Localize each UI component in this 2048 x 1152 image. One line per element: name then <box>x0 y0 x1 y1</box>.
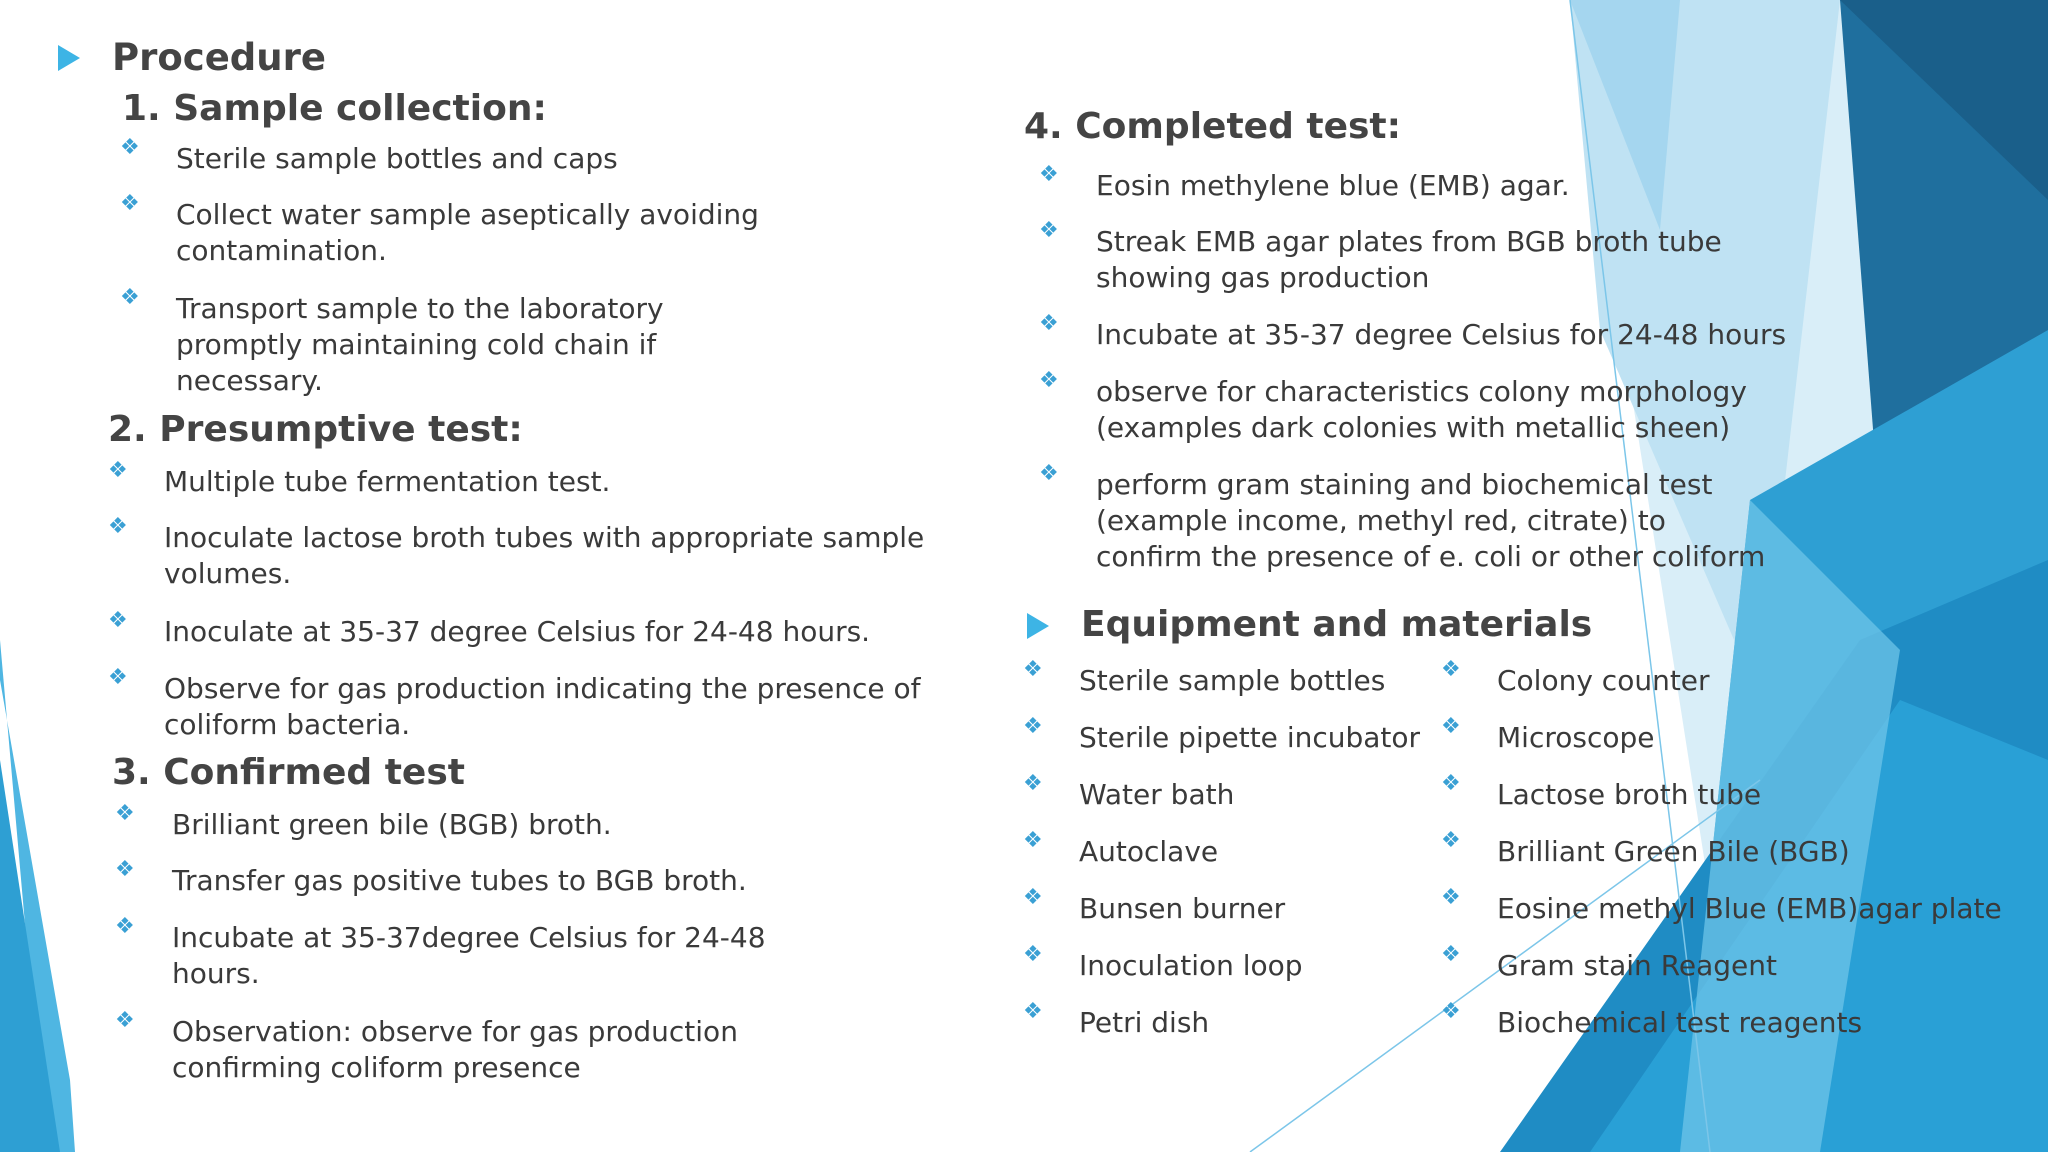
diamond-cluster-icon: ❖ <box>108 665 128 690</box>
list-item-text: Transport sample to the laboratory promptly maintaining cold chain if necessary. <box>176 292 664 397</box>
page-title: Procedure <box>112 36 326 79</box>
list-item-text: Transfer gas positive tubes to BGB broth. <box>172 864 747 897</box>
list-item-text: Sterile sample bottles and caps <box>176 142 618 175</box>
list-item-text: Brilliant Green Bile (BGB) <box>1497 835 1850 868</box>
diamond-cluster-icon: ❖ <box>1023 885 1043 910</box>
list-item-text: perform gram staining and biochemical test (example income, methyl red, citrate) to confirm the presence of e. coli or other coliform <box>1096 468 1766 573</box>
diamond-cluster-icon: ❖ <box>1039 461 1059 486</box>
list-item-text: Water bath <box>1079 778 1235 811</box>
list-item-text: observe for characteristics colony morphology (examples dark colonies with metallic sheen) <box>1096 375 1747 444</box>
list-item-text: Incubate at 35-37 degree Celsius for 24-48 hours <box>1096 318 1787 351</box>
list-item-text: Streak EMB agar plates from BGB broth tube showing gas production <box>1096 225 1722 294</box>
diamond-cluster-icon: ❖ <box>115 1008 135 1033</box>
list-item-text: Gram stain Reagent <box>1497 949 1777 982</box>
diamond-cluster-icon: ❖ <box>1039 218 1059 243</box>
list-item-text: Bunsen burner <box>1079 892 1286 925</box>
diamond-cluster-icon: ❖ <box>1023 999 1043 1024</box>
diamond-cluster-icon: ❖ <box>115 914 135 939</box>
section-title-completed-test: 4. Completed test: <box>1024 106 1402 147</box>
list-item-text: Colony counter <box>1497 664 1710 697</box>
diamond-cluster-icon: ❖ <box>108 608 128 633</box>
list-item-text: Inoculate at 35-37 degree Celsius for 24-48 hours. <box>164 615 871 648</box>
list-item-text: Sterile pipette incubator <box>1079 721 1421 754</box>
list-item-text: Multiple tube fermentation test. <box>164 465 611 498</box>
diamond-cluster-icon: ❖ <box>1039 368 1059 393</box>
diamond-cluster-icon: ❖ <box>1023 942 1043 967</box>
list-item-text: Microscope <box>1497 721 1655 754</box>
list-item-text: Brilliant green bile (BGB) broth. <box>172 808 612 841</box>
diamond-cluster-icon: ❖ <box>1023 771 1043 796</box>
list-item-text: Eosine methyl Blue (EMB)agar plate <box>1497 892 2002 925</box>
diamond-cluster-icon: ❖ <box>108 458 128 483</box>
diamond-cluster-icon: ❖ <box>108 514 128 539</box>
diamond-cluster-icon: ❖ <box>1039 162 1059 187</box>
list-item-text: Inoculate lactose broth tubes with appropriate sample volumes. <box>164 521 925 590</box>
diamond-cluster-icon: ❖ <box>1441 885 1461 910</box>
diamond-cluster-icon: ❖ <box>1023 714 1043 739</box>
list-item-text: Eosin methylene blue (EMB) agar. <box>1096 169 1570 202</box>
diamond-cluster-icon: ❖ <box>1441 942 1461 967</box>
list-item-text: Autoclave <box>1079 835 1219 868</box>
diamond-cluster-icon: ❖ <box>1023 657 1043 682</box>
diamond-cluster-icon: ❖ <box>120 135 140 160</box>
section-title-sample-collection: 1. Sample collection: <box>122 88 547 129</box>
list-item-text: Incubate at 35-37degree Celsius for 24-48 hours. <box>172 921 766 990</box>
diamond-cluster-icon: ❖ <box>1441 657 1461 682</box>
section-title-presumptive-test: 2. Presumptive test: <box>108 409 523 450</box>
list-item-text: Biochemical test reagents <box>1497 1006 1863 1039</box>
diamond-cluster-icon: ❖ <box>115 857 135 882</box>
diamond-cluster-icon: ❖ <box>115 801 135 826</box>
diamond-cluster-icon: ❖ <box>1441 828 1461 853</box>
list-item-text: Collect water sample aseptically avoiding contamination. <box>176 198 759 267</box>
diamond-cluster-icon: ❖ <box>120 285 140 310</box>
diamond-cluster-icon: ❖ <box>1039 311 1059 336</box>
diamond-cluster-icon: ❖ <box>120 191 140 216</box>
list-item-text: Observe for gas production indicating the presence of coliform bacteria. <box>164 672 921 741</box>
list-item-text: Lactose broth tube <box>1497 778 1762 811</box>
list-item-text: Observation: observe for gas production confirming coliform presence <box>172 1015 738 1084</box>
diamond-cluster-icon: ❖ <box>1441 999 1461 1024</box>
diamond-cluster-icon: ❖ <box>1441 771 1461 796</box>
list-item-text: Petri dish <box>1079 1006 1210 1039</box>
diamond-cluster-icon: ❖ <box>1023 828 1043 853</box>
triangle-right-icon <box>1027 613 1049 639</box>
diamond-cluster-icon: ❖ <box>1441 714 1461 739</box>
section-title-confirmed-test: 3. Confirmed test <box>112 752 465 793</box>
list-item-text: Inoculation loop <box>1079 949 1303 982</box>
list-item-text: Sterile sample bottles <box>1079 664 1386 697</box>
section-title-equipment: Equipment and materials <box>1081 604 1593 645</box>
triangle-right-icon <box>58 45 80 71</box>
